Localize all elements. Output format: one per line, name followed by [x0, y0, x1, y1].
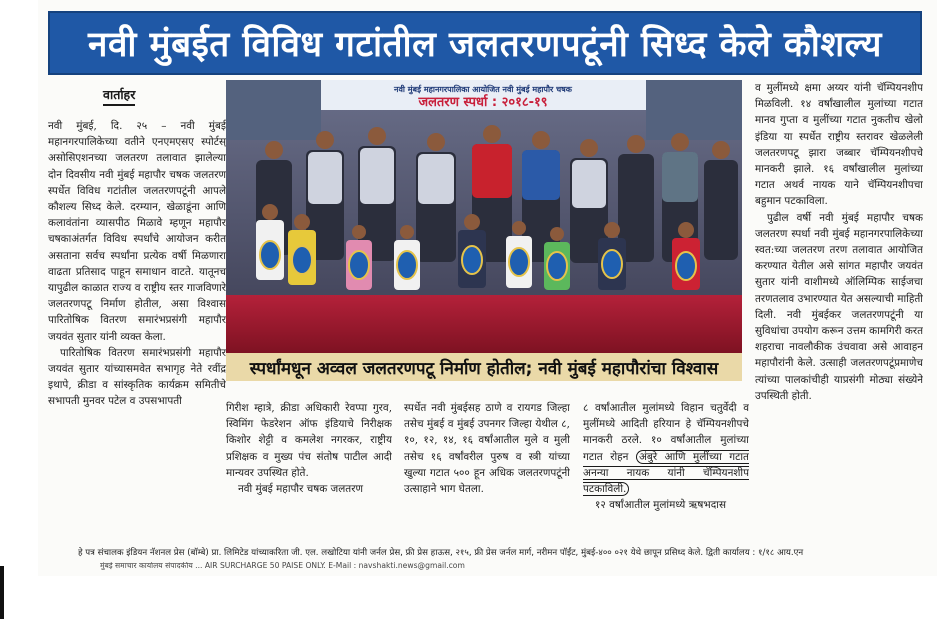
column6-paragraph-1: व मुलींमध्ये क्षमा अय्यर यांनी चॅम्पियनशीप मिळविली. १४ वर्षांखालील मुलांच्या गटात मानव गुप्ता व मुलींच्या गटात नुकतीच खेलो इंडिया या स्पर्धेत राष्ट्रीय स्तरावर खेळलेली जलतरणपटू झारा जब्बार चॅम्पियनशीपचे मानकरी झाले. १६ वर्षांखालील मुलांच्या गटात अथर्व नायक याने चॅम्पियनशीपचा बहुमान पटकाविला.: [755, 82, 923, 208]
column4-paragraph-2: १२ वर्षांआतील मुलांमध्ये ऋषभदास: [595, 499, 726, 512]
article-column-1: [48, 118, 226, 521]
article-column-3: [404, 400, 570, 522]
column4-text: ८ वर्षांआतील मुलांमध्ये विहान चतुर्वेदी व मुलींमध्ये आदिती हरियान हे चॅम्पियनशीपचे मानकरी ठरले. १० वर्षांआतील मुलांच्या गटात रोहन: [583, 402, 749, 463]
banner-line-1: नवी मुंबई महानगरपालिका आयोजित नवी मुंबई महापौर चषक: [394, 85, 572, 94]
printer-imprint-line-2: मुंबई समाचार कार्यालय संपादकीय ... AIR SURCHARGE 50 PAISE ONLY. E-Mail : navshakti.news@gmail.com: [100, 562, 465, 570]
subheading-text: स्पर्धांमधून अव्वल जलतरणपटू निर्माण होतील; नवी मुंबई महापौरांचा विश्वास: [249, 358, 719, 379]
article-column-2: [226, 400, 392, 522]
column2-paragraph-2: नवी मुंबई महापौर चषक जलतरण: [238, 483, 363, 496]
printer-imprint: हे पत्र संचालक इंडियन नॅशनल प्रेस (बॉम्बे) प्रा. लिमिटेड यांच्याकरिता जी. एल. लखोटिया यांनी जर्नल प्रेस, फ्री प्रेस हाऊस, २१५, फ्री प्रेस जर्नल मार्ग, नरीमन पॉईंट, मुंबई-४०० ०२१ येथे छापून प्रसिध्द केले. द्विती कार्यालय : १/१८ आय.एन: [78, 548, 804, 558]
circled-highlight: अंबुरे आणि मुलींच्या गटात अनन्या नायक यांनी चॅम्पियनशीप पटकाविली.: [583, 450, 749, 496]
article-column-4: [583, 400, 749, 522]
column4-paragraph-1: [583, 400, 749, 497]
article-column-6: [755, 80, 923, 521]
event-photo: [226, 80, 742, 353]
headline-banner: [48, 11, 922, 75]
column6-paragraph-2: पुढील वर्षी नवी मुंबई महापौर चषक जलतरण स्पर्धा नवी मुंबई महानगरपालिकेच्या स्वत:च्या जलतरण तरण तलावात आयोजित करण्यात येतील असे सांगत महापौर जयवंत सुतार यांनी वाशीमध्ये ऑलिम्पिक साईजचा तरणतलाव उभारण्यात येत असल्याची माहिती दिली. नवी मुंबईकर जलतरणपटूंनी या सुविधांचा उपयोग करून उत्तम कामगिरी करत शहराचा नावलौकीक उंचवावा असे आवाहन महापौरांनी केले. उत्साही जलतरणपटूंप्रमाणेच त्यांच्या पालकांचीही याप्रसंगी मोठ्या संख्येने उपस्थिती होती.: [755, 211, 923, 402]
column2-paragraph-1: गिरीश म्हात्रे, क्रीडा अधिकारी रेवप्पा गुरव, स्विमिंग फेडरेशन ऑफ इंडियाचे निरीक्षक किशोर शेट्टी व कमलेश नगरकर, राष्ट्रीय प्रशिक्षक व मुख्य पंच संतोष पाटील आदी मान्यवर उपस्थित होते.: [226, 402, 392, 479]
stage-floor: [226, 295, 742, 353]
column1-paragraph-1: नवी मुंबई, दि. २५ – नवी मुंबई महानगरपालिकेच्या वतीने एनएमएसए स्पोर्टस् असोसिएशनच्या जलतरण तलावात झालेल्या दोन दिवसीय नवी मुंबई महापौर चषक जलतरण स्पर्धेत विविध गटांतील जलतरणपटूंनी आपले कौशल्य सिध्द केले. दरम्यान, खेळाडूंना आणि कलावंतांना व्यासपीठ मिळावे म्हणून महापौर चषकाअंतर्गत विविध स्पर्धांचे आयोजन करीत असताना सर्वच स्पर्धांना प्रत्येक वर्षी मिळणारा वाढता प्रतिसाद पाहून समाधान वाटते. यातूनच यापुढील काळात राज्य व राष्ट्रीय स्तर गाजविणारे जलतरणपटू निर्माण होतील, असा विश्वास पारितोषिक वितरण समारंभप्रसंगी महापौर जयवंत सुतार यांनी व्यक्त केला.: [48, 120, 226, 343]
byline: वार्ताहर: [103, 86, 135, 106]
photo-illustration: [226, 80, 742, 353]
subheading-strip: [226, 353, 742, 381]
column1-paragraph-2: पारितोषिक वितरण समारंभप्रसंगी महापौर जयवंत सुतार यांच्यासमवेत सभागृह नेते रवींद्र इथापे, क्रीडा व सांस्कृतिक कार्यक्रम समितीचे सभापती मुनवर पटेल व उपसभापती: [48, 346, 226, 408]
page-edge: [0, 566, 4, 619]
banner-line-2: जलतरण स्पर्धा : २०१८-१९: [418, 95, 548, 110]
column3-paragraph-1: स्पर्धेत नवी मुंबईसह ठाणे व रायगड जिल्हा तसेच मुंबई व मुंबई उपनगर जिल्हा येथील ८, १०, १२, १४, १६ वर्षांआतील मुले व मुली तसेच १६ वर्षांवरील पुरुष व स्त्री यांच्या खुल्या गटात ५०० हून अधिक जलतरणपटूंनी उत्साहाने भाग घेतला.: [404, 402, 570, 496]
headline-text: नवी मुंबईत विविध गटांतील जलतरणपटूंनी सिध्द केले कौशल्य: [88, 24, 882, 65]
